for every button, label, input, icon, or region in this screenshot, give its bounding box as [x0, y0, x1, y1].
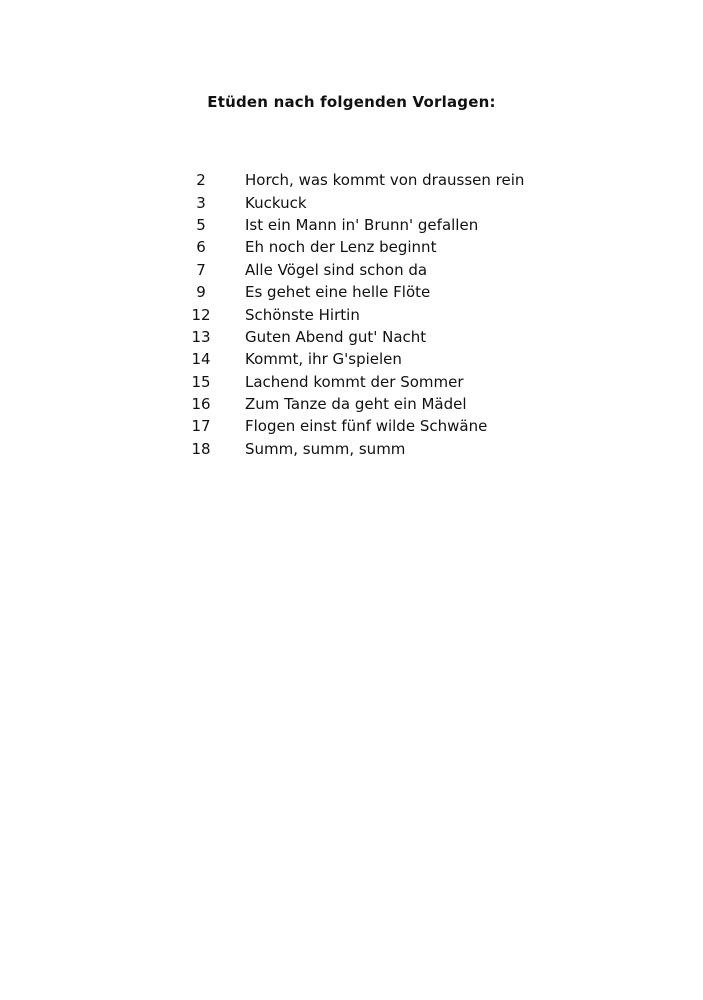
item-number: 6: [196, 238, 206, 257]
list-item: [180, 214, 600, 236]
list-item: [180, 348, 600, 370]
item-number: 12: [191, 305, 211, 324]
list-item: [180, 303, 600, 325]
item-name: Guten Abend gut' Nacht: [245, 327, 427, 346]
item-number: 7: [196, 260, 206, 279]
item-number: 2: [196, 171, 206, 190]
list-item: [180, 191, 600, 213]
list-item: [180, 236, 600, 258]
item-number: 5: [196, 215, 206, 234]
item-number: 3: [196, 193, 206, 212]
item-name: Kommt, ihr G'spielen: [245, 350, 402, 369]
item-name: Eh noch der Lenz beginnt: [245, 238, 437, 257]
list-item: [180, 438, 600, 460]
item-number: 18: [191, 439, 211, 458]
item-name: Schönste Hirtin: [245, 305, 360, 324]
list-item: [180, 393, 600, 415]
etude-list: [180, 169, 600, 460]
list-item: [180, 169, 600, 191]
list-item: [180, 415, 600, 437]
item-name: Summ, summ, summ: [245, 439, 406, 458]
item-number: 16: [191, 395, 211, 414]
item-number: 14: [191, 350, 211, 369]
item-number: 9: [196, 283, 206, 302]
item-name: Ist ein Mann in' Brunn' gefallen: [245, 215, 479, 234]
item-number: 17: [191, 417, 211, 436]
item-name: Kuckuck: [245, 193, 307, 212]
list-item: [180, 259, 600, 281]
item-name: Es gehet eine helle Flöte: [245, 283, 431, 302]
item-number: 15: [191, 372, 211, 391]
list-item: [180, 281, 600, 303]
item-name: Flogen einst fünf wilde Schwäne: [245, 417, 488, 436]
item-name: Alle Vögel sind schon da: [245, 260, 428, 279]
document-title: Etüden nach folgenden Vorlagen:: [207, 93, 496, 111]
item-name: Zum Tanze da geht ein Mädel: [245, 395, 467, 414]
item-number: 13: [191, 327, 211, 346]
list-item: [180, 326, 600, 348]
item-name: Lachend kommt der Sommer: [245, 372, 464, 391]
list-item: [180, 371, 600, 393]
item-name: Horch, was kommt von draussen rein: [245, 171, 525, 190]
